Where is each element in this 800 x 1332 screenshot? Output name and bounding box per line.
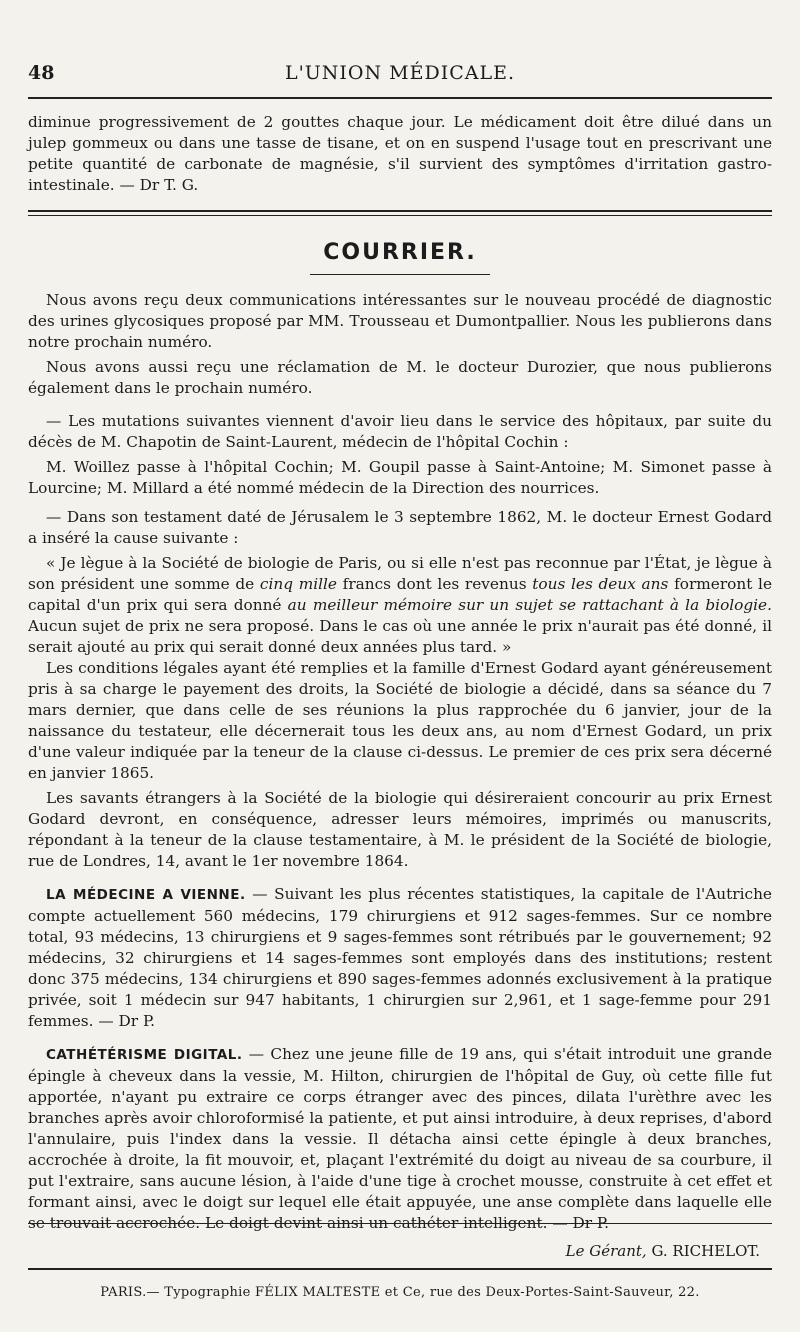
page-header (28, 62, 772, 88)
gerant-name: G. RICHELOT. (651, 1242, 760, 1260)
paragraph-testament: — Dans son testament daté de Jérusalem le 3 septembre 1862, M. le docteur Ernest Godard a inséré la cause suivante : (28, 508, 772, 547)
testament-quote: « Je lègue à la Société de biologie de Paris, ou si elle n'est pas reconnue par l'État, je lègue à son président une somme de cinq mille francs dont les revenus tous les deux ans formeront le capital d'un prix qui sera donné au meilleur mémoire sur un sujet se rattachant à la biologie. Aucun sujet de prix ne sera proposé. Dans le cas où une année le prix n'aurait pas été donné, il serait ajouté au prix qui serait donné deux années plus tard. » (28, 554, 772, 656)
paragraph-nominations: M. Woillez passe à l'hôpital Cochin; M. Goupil passe à Saint-Antoine; M. Simonet passe à Lourcine; M. Millard a été nommé médecin de la Direction des nourrices. (28, 458, 772, 497)
paragraph-communications: Nous avons reçu deux communications intéressantes sur le nouveau procédé de diagnostic des urines glycosiques proposé par MM. Trousseau et Dumontpallier. Nous les publierons dans notre prochain numéro. (28, 291, 772, 351)
catheterisme-heading: CATHÉTÉRISME DIGITAL. (46, 1047, 243, 1063)
paragraph-catheterisme: CATHÉTÉRISME DIGITAL. — Chez une jeune fille de 19 ans, qui s'était introduit une grande épingle à cheveux dans la vessie, M. Hilton, chirurgien de l'hôpital de Guy, où cette fille fut apportée, n'ayant pu extraire ce corps étranger avec des pinces, dilata l'urèthre avec les branches après avoir chloroformisé la patiente, et put ainsi introduire, à deux reprises, d'abord l'annulaire, puis l'index dans la vessie. Il détacha ainsi cette épingle à deux branches, accrochée à droite, la fit mouvoir, et, plaçant l'extrémité du doigt au niveau de sa courbure, il put l'extraire, sans aucune lésion, à l'aide d'une tige à crochet mousse, construite à cet effet et formant ainsi, avec le doigt sur lequel elle était appuyée, une anse complète dans laquelle elle se trouvait accrochée. Le doigt devint ainsi un cathéter intelligent. — Dr P. (28, 1045, 772, 1232)
page-number: 48 (28, 62, 55, 84)
intro-text: diminue progressivement de 2 gouttes chaque jour. Le médicament doit être dilué dans un julep gommeux ou dans une tasse de tisane, et on en suspend l'usage tout en prescrivant une petite quantité de carbonate de magnésie, s'il survient des symptômes d'irritation gastro-intestinale. — Dr T. G. (28, 113, 772, 194)
printer-imprint: PARIS.— Typographie FÉLIX MALTESTE et Ce, rue des Deux-Portes-Saint-Sauveur, 22. (100, 1285, 700, 1300)
paragraph-reclamation: Nous avons aussi reçu une réclamation de M. le docteur Durozier, que nous publierons également dans le prochain numéro. (28, 358, 772, 397)
courrier-body (28, 290, 772, 1234)
imprint-rule (28, 1268, 772, 1270)
gerant-signature (566, 1242, 760, 1260)
paragraph-conditions: Les conditions légales ayant été remplies et la famille d'Ernest Godard ayant généreusement pris à sa charge le payement des droits, la Société de biologie a décidé, dans sa séance du 7 mars dernier, que dans celle de ses réunions la plus rapprochée du 6 janvier, jour de la naissance du testateur, elle décernerait tous les deux ans, au nom d'Ernest Godard, un prix d'une valeur indiquée par la teneur de la clause ci-dessus. Le premier de ces prix sera décerné en janvier 1865. (28, 659, 772, 782)
section-title: COURRIER. (323, 240, 477, 265)
paragraph-mutations: — Les mutations suivantes viennent d'avoir lieu dans le service des hôpitaux, par suite du décès de M. Chapotin de Saint-Laurent, médecin de l'hôpital Cochin : (28, 412, 772, 451)
footer-rule (28, 1223, 772, 1224)
paragraph-vienne: LA MÉDECINE A VIENNE. — Suivant les plus récentes statistiques, la capitale de l'Autriche compte actuellement 560 médecins, 179 chirurgiens et 912 sages-femmes. Sur ce nombre total, 93 médecins, 13 chirurgiens et 9 sages-femmes sont rétribués par le gouvernement; 92 médecins, 32 chirurgiens et 14 sages-femmes sont employés dans des institutions; restent donc 375 médecins, 134 chirurgiens et 890 sages-femmes adonnés exclusivement à la pratique privée, soit 1 médecin sur 947 habitants, 1 chirurgien sur 2,961, et 1 sage-femme pour 291 femmes. — Dr P. (28, 885, 772, 1030)
gerant-label: Le Gérant, (565, 1242, 647, 1260)
intro-paragraph (28, 112, 772, 196)
section-rule-top-thin (28, 215, 772, 216)
vienne-heading: LA MÉDECINE A VIENNE. (46, 887, 246, 903)
paragraph-savants: Les savants étrangers à la Société de la biologie qui désireraient concourir au prix Ernest Godard devront, en conséquence, adresser leurs mémoires, imprimés ou manuscrits, répondant à la teneur de la clause testamentaire, à M. le président de la Société de biologie, rue de Londres, 14, avant le 1er novembre 1864. (28, 789, 772, 870)
running-title: L'UNION MÉDICALE. (284, 62, 516, 84)
header-rule (28, 97, 772, 99)
section-rule-top (28, 210, 772, 212)
section-title-underline (310, 274, 490, 275)
